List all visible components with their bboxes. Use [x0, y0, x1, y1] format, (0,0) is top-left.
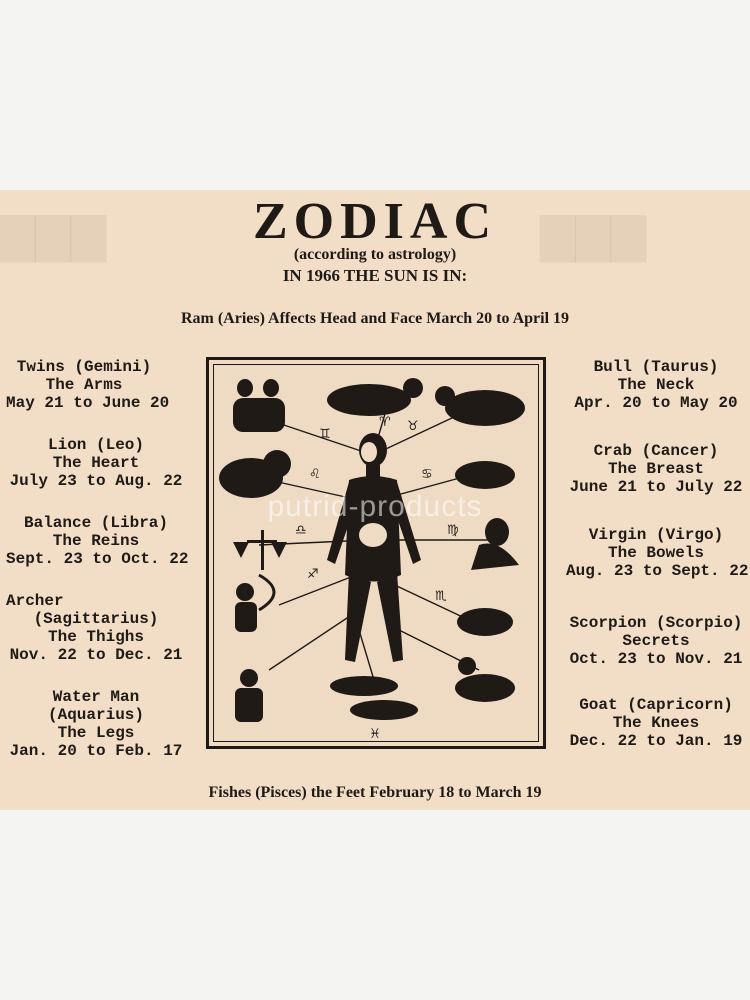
svg-text:♐: ♐: [307, 567, 319, 582]
zodiac-man-illustration: [209, 360, 543, 746]
sign-virgo: [566, 526, 749, 580]
sign-body-part: The Thighs: [47, 628, 144, 646]
sign-body-part: The Neck: [617, 376, 695, 394]
sign-sagittarius: [6, 592, 186, 664]
sign-name-latin: (Aquarius): [47, 706, 144, 724]
sign-dates: Nov. 22 to Dec. 21: [9, 646, 183, 664]
svg-text:♈: ♈: [379, 415, 391, 430]
sign-body-part: Secrets: [622, 632, 690, 650]
sign-name: Bull (Taurus): [593, 358, 719, 376]
sign-name: Scorpion (Scorpio): [569, 614, 743, 632]
bleed-through-text: ▇▇▇: [0, 210, 107, 261]
sign-name: Balance (Libra): [23, 514, 169, 532]
svg-text:♌: ♌: [309, 467, 321, 482]
svg-text:♍: ♍: [447, 523, 459, 538]
page-title: ZODIAC: [252, 193, 498, 250]
sign-cancer: [566, 442, 746, 496]
subtitle: (according to astrology): [293, 246, 457, 263]
sign-dates: Dec. 22 to Jan. 19: [569, 732, 743, 750]
svg-text:♊: ♊: [319, 427, 331, 442]
sign-name: Water Man: [52, 688, 140, 706]
sign-name: Twins (Gemini): [16, 358, 152, 376]
sign-aquarius: [6, 688, 186, 760]
sign-name: Goat (Capricorn): [579, 696, 733, 714]
aries-caption: Ram (Aries) Affects Head and Face March 20 to April 19: [180, 310, 570, 327]
sign-body-part: The Reins: [52, 532, 140, 550]
svg-text:♓: ♓: [369, 727, 381, 742]
sign-scorpio: [566, 614, 746, 668]
sign-name: Crab (Cancer): [593, 442, 719, 460]
sign-body-part: The Breast: [607, 460, 704, 478]
sun-line: IN 1966 THE SUN IS IN:: [282, 266, 468, 285]
sign-taurus: [566, 358, 746, 412]
sign-capricorn: [566, 696, 746, 750]
sign-dates: May 21 to June 20: [6, 394, 170, 412]
sign-dates: Aug. 23 to Sept. 22: [566, 562, 749, 580]
sign-name-latin: (Sagittarius): [33, 610, 159, 628]
newspaper-clipping: [0, 190, 750, 810]
svg-text:♉: ♉: [407, 419, 419, 434]
sign-leo: [6, 436, 186, 490]
sign-body-part: The Bowels: [607, 544, 704, 562]
sign-body-part: The Knees: [612, 714, 700, 732]
zodiac-man-woodcut: [206, 357, 546, 749]
sign-dates: Oct. 23 to Nov. 21: [569, 650, 743, 668]
sign-name: Virgin (Virgo): [588, 526, 724, 544]
sign-dates: June 21 to July 22: [569, 478, 743, 496]
svg-text:♏: ♏: [435, 589, 447, 604]
sign-dates: Sept. 23 to Oct. 22: [6, 550, 189, 568]
sign-dates: Jan. 20 to Feb. 17: [9, 742, 183, 760]
svg-text:♋: ♋: [421, 467, 433, 482]
watermark: putrid-products: [267, 490, 483, 523]
pisces-caption: Fishes (Pisces) the Feet February 18 to March 19: [208, 784, 542, 801]
sign-dates: July 23 to Aug. 22: [9, 472, 183, 490]
sign-body-part: The Legs: [57, 724, 135, 742]
svg-text:♎: ♎: [295, 523, 307, 538]
sign-dates: Apr. 20 to May 20: [574, 394, 738, 412]
sign-name: Lion (Leo): [47, 436, 144, 454]
sign-body-part: The Arms: [45, 376, 123, 394]
sign-gemini: [6, 358, 170, 412]
bleed-through-text-right: ▇▇▇: [540, 210, 647, 261]
sign-name: Archer: [6, 592, 64, 610]
sign-body-part: The Heart: [52, 454, 140, 472]
